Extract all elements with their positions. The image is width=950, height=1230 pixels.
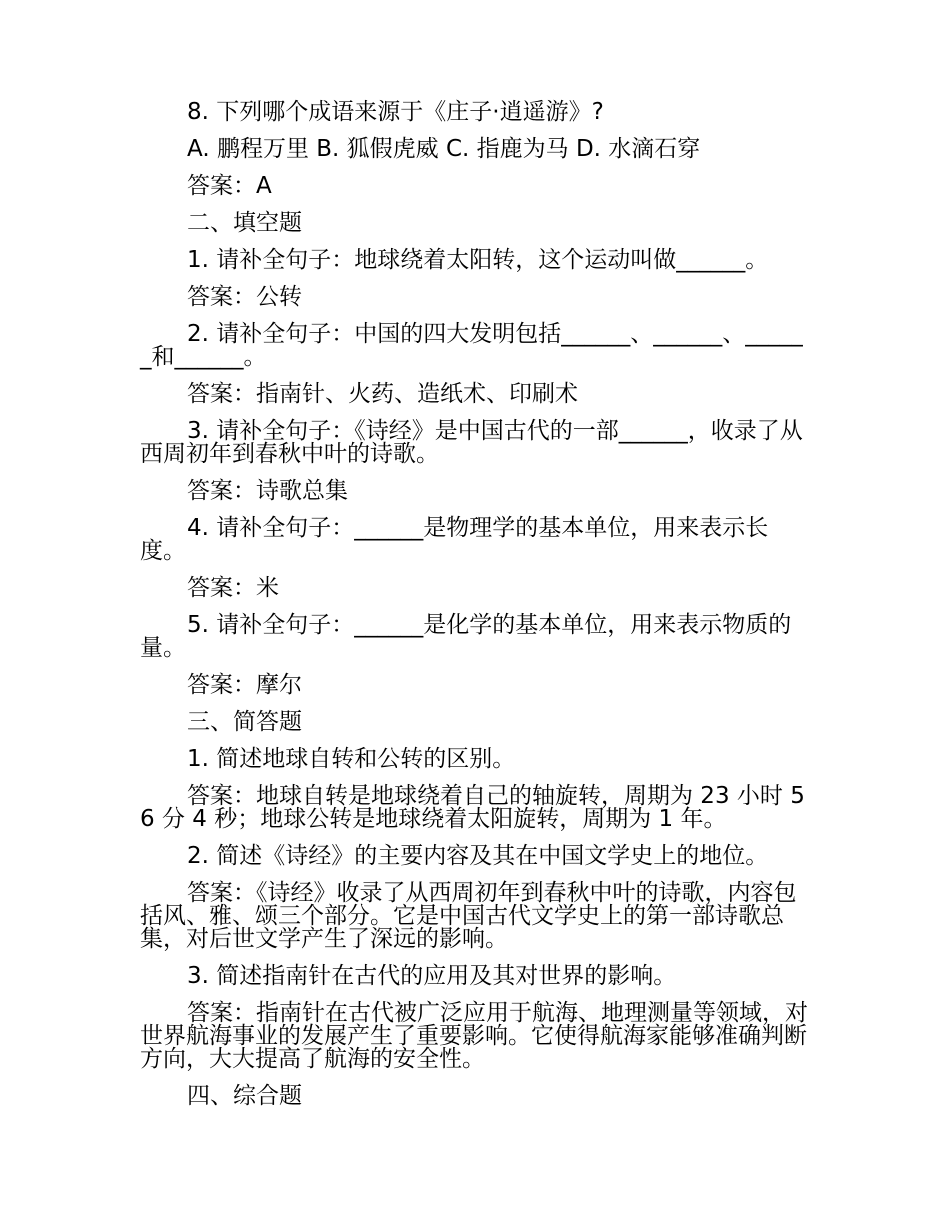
fill-question-2: 2. 请补全句子：中国的四大发明包括______、______、______和______。 xyxy=(140,321,803,370)
section-heading-short-answer: 三、简答题 xyxy=(187,709,302,735)
question-8: 8. 下列哪个成语来源于《庄子·逍遥游》? xyxy=(187,99,604,125)
question-8-options: A. 鹏程万里 B. 狐假虎威 C. 指鹿为马 D. 水滴石穿 xyxy=(187,136,701,162)
fill-answer-2: 答案：指南针、火药、造纸术、印刷术 xyxy=(187,381,578,407)
document-body xyxy=(140,101,810,1108)
fill-answer-5: 答案：摩尔 xyxy=(187,672,302,698)
short-answer-3: 答案：指南针在古代被广泛应用于航海、地理测量等领域，对世界航海事业的发展产生了重要影响。它使得航海家能够准确判断方向，大大提高了航海的安全性。 xyxy=(140,1000,808,1072)
short-question-3: 3. 简述指南针在古代的应用及其对世界的影响。 xyxy=(187,963,677,989)
fill-answer-4: 答案：米 xyxy=(187,575,279,601)
fill-question-4: 4. 请补全句子：______是物理学的基本单位，用来表示长度。 xyxy=(140,515,769,564)
fill-question-3: 3. 请补全句子：《诗经》是中国古代的一部______，收录了从西周初年到春秋中叶的诗歌。 xyxy=(140,418,803,467)
short-question-2: 2. 简述《诗经》的主要内容及其在中国文学史上的地位。 xyxy=(187,843,769,869)
fill-question-1: 1. 请补全句子：地球绕着太阳转，这个运动叫做______。 xyxy=(187,247,769,273)
fill-answer-3: 答案：诗歌总集 xyxy=(187,478,348,504)
section-heading-comprehensive: 四、综合题 xyxy=(187,1083,302,1109)
fill-question-5: 5. 请补全句子：______是化学的基本单位，用来表示物质的量。 xyxy=(140,612,792,661)
fill-answer-1: 答案：公转 xyxy=(187,284,302,310)
section-heading-fill-in: 二、填空题 xyxy=(187,210,302,236)
short-answer-2: 答案：《诗经》收录了从西周初年到春秋中叶的诗歌，内容包括风、雅、颂三个部分。它是中国古代文学史上的第一部诗歌总集，对后世文学产生了深远的影响。 xyxy=(140,880,797,952)
short-question-1: 1. 简述地球自转和公转的区别。 xyxy=(187,746,516,772)
short-answer-1: 答案：地球自转是地球绕着自己的轴旋转，周期为 23 小时 56 分 4 秒；地球公转是地球绕着太阳旋转，周期为 1 年。 xyxy=(140,783,805,832)
answer-8: 答案：A xyxy=(187,173,272,199)
